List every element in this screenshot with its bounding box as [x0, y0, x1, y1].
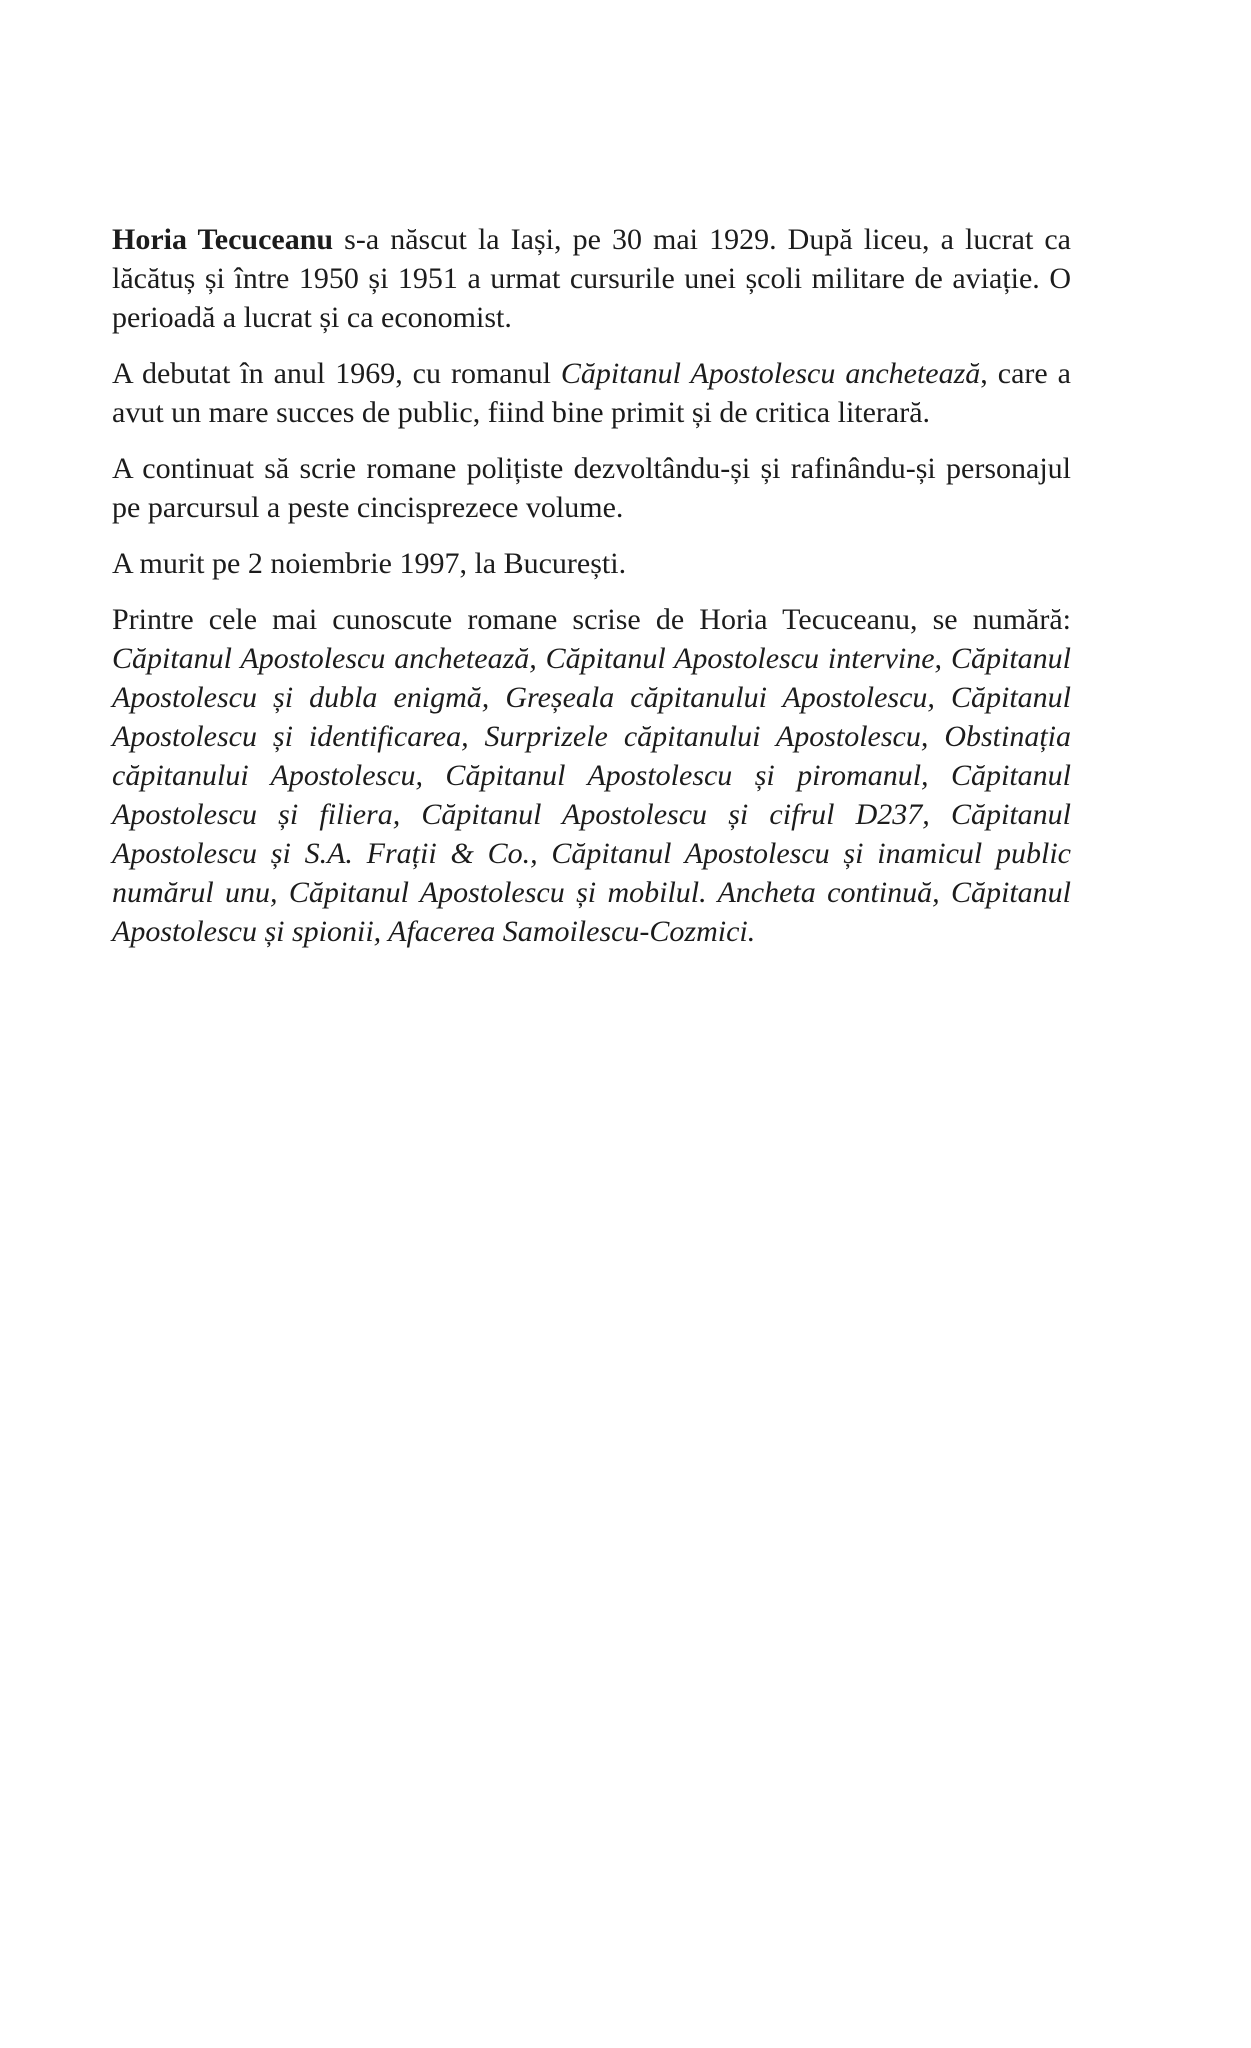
- paragraph-debut: [112, 354, 1071, 432]
- text-segment: Printre cele mai cunoscute romane scrise de Horia Tecuceanu, se numără:: [112, 603, 1071, 636]
- text-segment: , care a avut un mare succes de public, fiind bine primit și de critica literară.: [112, 357, 1071, 429]
- book-titles-list: Căpitanul Apostolescu anchetează, Căpitanul Apostolescu intervine, Căpitanul Apostolescu și dubla enigmă, Greșeala căpitanului Apostolescu, Căpitanul Apostolescu și identificarea, Surprizele căpitanului Apostolescu, Obstinația căpitanului Apostolescu, Căpitanul Apostolescu și piromanul, Căpitanul Apostolescu și filiera, Căpitanul Apostolescu și cifrul D237, Căpitanul Apostolescu și S.A. Frații & Co., Căpitanul Apostolescu și inamicul public numărul unu, Căpitanul Apostolescu și mobilul. Ancheta continuă, Căpitanul Apostolescu și spionii, Afacerea Samoilescu-Cozmici.: [112, 642, 1071, 948]
- paragraph-death: [112, 544, 1071, 583]
- text-segment: A murit pe 2 noiembrie 1997, la București.: [112, 547, 627, 580]
- author-biography-text: [112, 220, 1071, 968]
- text-segment: s-a născut la Iași, pe 30 mai 1929. După liceu, a lucrat ca lăcătuș și între 1950 și 1951 a urmat cursurile unei școli militare de aviație. O perioadă a lucrat și ca economist.: [112, 223, 1072, 334]
- text-segment: A continuat să scrie romane polițiste dezvoltându-și și rafinându-și personajul pe parcursul a peste cincisprezece volume.: [112, 452, 1071, 524]
- book-title: Căpitanul Apostolescu anchetează: [560, 357, 981, 390]
- author-name: Horia Tecuceanu: [112, 223, 334, 256]
- text-segment: A debutat în anul 1969, cu romanul: [112, 357, 561, 390]
- paragraph-career: [112, 449, 1071, 527]
- paragraph-bibliography: [112, 600, 1071, 951]
- paragraph-birth-education: [112, 220, 1071, 337]
